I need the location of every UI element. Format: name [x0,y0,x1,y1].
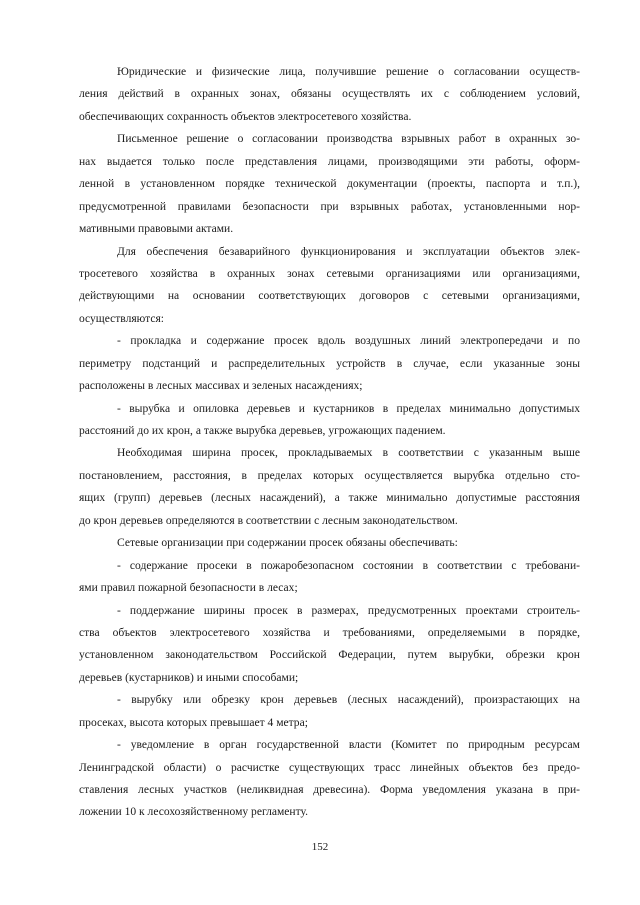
page-number: 152 [311,841,329,853]
text-line: ящих (групп) деревьев (лесных насаждений), а также минимально допустимые расстояния [79,492,580,505]
text-line: ставления лесных участков (неликвидная древесина). Форма уведомления указана в при- [79,784,580,796]
text-line: нах выдается только после представления лицами, производящими эти работы, оформ- [79,155,580,168]
text-line: тросетевого хозяйства в охранных зонах сетевыми организациями или организациями, [79,267,580,280]
text-line: - поддержание ширины просек в размерах, предусмотренных проектами строитель- [117,604,580,617]
text-line: ложении 10 к лесохозяйственному регламенту. [79,806,309,819]
text-line: действующими на основании соответствующих договоров с сетевыми организациями, [79,290,580,303]
text-line: мативными правовыми актами. [79,223,234,236]
text-line: Для обеспечения безаварийного функционирования и эксплуатации объектов элек- [117,245,580,258]
text-line: деревьев (кустарников) и иными способами; [79,671,299,684]
text-line: - содержание просеки в пожаробезопасном состоянии в соответствии с требовани- [117,559,580,572]
text-line: периметру подстанций и распределительных устройств в случае, если указанные зоны [79,357,580,370]
text-line: обеспечивающих сохранность объектов электросетевого хозяйства. [79,110,412,123]
text-line: Юридические и физические лица, получившие решение о согласовании осуществ- [117,66,580,78]
text-line: ления действий в охранных зонах, обязаны осуществлять их с соблюдением условий, [79,88,580,101]
text-line: предусмотренной правилами безопасности при взрывных работах, установленными нор- [79,200,580,213]
text-line: ями правил пожарной безопасности в лесах; [79,582,298,595]
text-line: Необходимая ширина просек, прокладываемых в соответствии с указанным выше [117,447,580,460]
text-line: расположены в лесных массивах и зеленых насаждениях; [79,380,363,393]
text-line: осуществляются: [79,312,164,325]
text-line: Сетевые организации при содержании просек обязаны обеспечивать: [117,537,458,550]
text-line: ленной в установленном порядке технической документации (проекты, паспорта и т.п.), [79,178,580,191]
text-line: расстояний до их крон, а также вырубка деревьев, угрожающих падением. [79,425,446,437]
text-line: постановлением, расстояния, в пределах которых осуществляется вырубка отдельно сто- [79,469,580,482]
text-line: Письменное решение о согласовании производства взрывных работ в охранных зо- [117,133,580,146]
text-line: Ленинградской области) о расчистке существующих трасс линейных объектов без предо- [79,761,580,774]
text-line: ства объектов электросетевого хозяйства и требованиями, определяемыми в порядке, [79,626,580,639]
text-line: - прокладка и содержание просек вдоль воздушных линий электропередачи и по [117,335,580,348]
text-line: - вырубка и опиловка деревьев и кустарников в пределах минимально допустимых [117,402,580,415]
text-line: установленном законодательством Российской Федерации, путем вырубки, обрезки крон [79,649,580,662]
text-line: до крон деревьев определяются в соответствии с лесным законодательством. [79,514,458,527]
text-line: просеках, высота которых превышает 4 метра; [79,716,308,729]
text-line: - вырубку или обрезку крон деревьев (лесных насаждений), произрастающих на [117,694,580,707]
body-text [79,61,580,824]
text-line: - уведомление в орган государственной власти (Комитет по природным ресурсам [117,739,580,752]
